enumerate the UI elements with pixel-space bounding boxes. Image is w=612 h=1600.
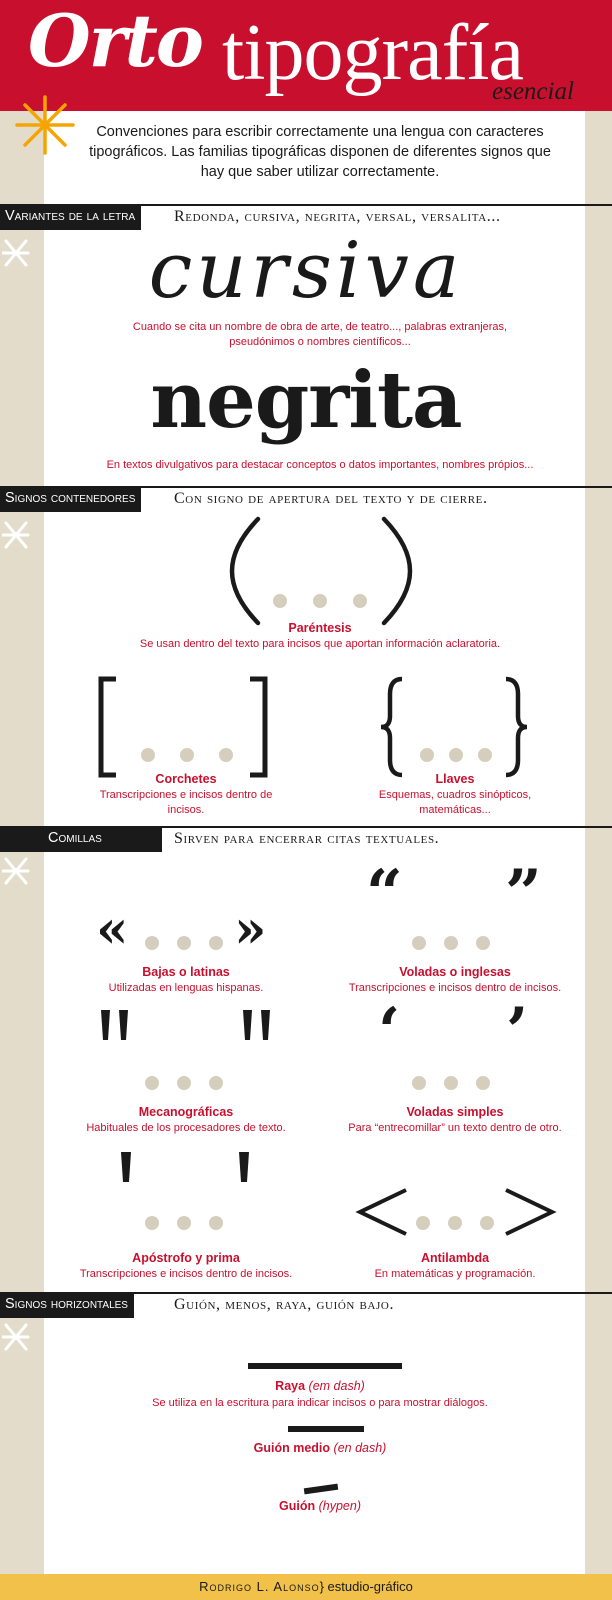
- mecanograficas-description: Habituales de los procesadores de texto.: [86, 1122, 286, 1134]
- ellipsis-dot: [448, 1216, 462, 1230]
- white-asterisk-icon: [2, 856, 32, 886]
- white-asterisk-icon: [2, 520, 32, 550]
- close-bracket-icon: [246, 676, 270, 778]
- intro-text: Convenciones para escribir correctamente una lengua con caracteres tipográficos. Las familias tipográficas disponen de diferentes signos que hay que saber utilizar correctamente.: [89, 124, 551, 180]
- section-label-horizontales: Signos horizontales: [0, 1294, 134, 1318]
- ellipsis-dot: [177, 936, 191, 950]
- bajas-title: Bajas o latinas: [142, 965, 230, 979]
- antilambda-description: En matemáticas y programación.: [374, 1268, 536, 1280]
- parentesis-description: Se usan dentro del texto para incisos que aportan información aclaratoria.: [139, 638, 501, 650]
- bajas-description: Utilizadas en lenguas hispanas.: [108, 982, 264, 994]
- section-desc-contenedores: Con signo de apertura del texto y de cierre.: [174, 490, 488, 507]
- section-label-variantes: Variantes de la letra: [0, 206, 141, 230]
- open-single-quote-icon: ‘: [378, 994, 401, 1069]
- ellipsis-dot: [141, 748, 155, 762]
- open-double-quote-icon: “: [366, 856, 403, 931]
- apostrofo-description: Transcripciones e incisos dentro de incisos.: [79, 1268, 293, 1280]
- section-label-comillas: Comillas: [0, 828, 162, 852]
- ellipsis-dot: [412, 936, 426, 950]
- hyphen-sample: [304, 1484, 339, 1495]
- title-orto: Orto: [28, 0, 202, 83]
- header-banner: [0, 0, 612, 111]
- straight-double-quote-icon: [240, 1008, 274, 1042]
- footer-credit: Rodrigo L. Alonso} estudio-gráfico: [199, 1579, 413, 1594]
- ellipsis-dot: [420, 748, 434, 762]
- corchetes-title: Corchetes: [155, 772, 217, 786]
- llaves-description: Esquemas, cuadros sinópticos, matemáticas...: [378, 789, 532, 816]
- ellipsis-dot: [177, 1216, 191, 1230]
- open-bracket-icon: [96, 676, 120, 778]
- ellipsis-dot: [219, 748, 233, 762]
- negrita-description: En textos divulgativos para destacar conceptos o datos importantes, nombres própios...: [106, 459, 534, 471]
- ellipsis-dot: [209, 1076, 223, 1090]
- simples-title: Voladas simples: [406, 1105, 504, 1119]
- ellipsis-dot: [416, 1216, 430, 1230]
- ellipsis-dot: [145, 1216, 159, 1230]
- ellipsis-dot: [412, 1076, 426, 1090]
- em-dash-sample: [248, 1363, 402, 1369]
- open-guillemet-icon: «: [96, 899, 129, 960]
- ellipsis-dot: [478, 748, 492, 762]
- guion-title: Guión (hypen): [279, 1499, 361, 1513]
- ellipsis-dot: [476, 1076, 490, 1090]
- ellipsis-dot: [273, 594, 287, 608]
- greater-than-icon: [502, 1186, 558, 1238]
- ellipsis-dot: [444, 1076, 458, 1090]
- en-dash-sample: [288, 1426, 364, 1432]
- ellipsis-dot: [353, 594, 367, 608]
- white-asterisk-icon: [2, 1322, 32, 1352]
- antilambda-title: Antilambda: [420, 1251, 490, 1265]
- section-desc-variantes: Redonda, cursiva, negrita, versal, versalita...: [174, 208, 501, 225]
- apostrofo-title: Apóstrofo y prima: [132, 1251, 240, 1265]
- voladas-title: Voladas o inglesas: [399, 965, 511, 979]
- section-label-contenedores: Signos contenedores: [0, 488, 141, 512]
- right-sidebar-band: [585, 111, 612, 1574]
- ellipsis-dot: [313, 594, 327, 608]
- cursiva-sample: cursiva: [148, 226, 464, 316]
- cursiva-description: Cuando se cita un nombre de obra de arte, de teatro..., palabras extranjeras, pseudónimos o nombres científicos...: [132, 321, 508, 348]
- section-desc-horizontales: Guión, menos, raya, guión bajo.: [174, 1296, 395, 1313]
- close-double-quote-icon: ”: [505, 856, 542, 931]
- negrita-sample: negrita: [150, 355, 462, 446]
- ellipsis-dot: [444, 936, 458, 950]
- mecanograficas-title: Mecanográficas: [138, 1105, 234, 1119]
- guion-medio-title: Guión medio (en dash): [253, 1441, 387, 1455]
- simples-description: Para “entrecomillar” un texto dentro de otro.: [348, 1122, 562, 1134]
- prime-icon: [236, 1150, 252, 1184]
- ellipsis-dot: [209, 1216, 223, 1230]
- orange-asterisk-icon: [14, 94, 76, 156]
- open-brace-icon: [378, 676, 406, 778]
- ellipsis-dot: [449, 748, 463, 762]
- close-guillemet-icon: »: [234, 899, 267, 960]
- ellipsis-dot: [480, 1216, 494, 1230]
- title-tipografia: tipografía: [222, 9, 523, 97]
- llaves-title: Llaves: [435, 772, 475, 786]
- section-desc-comillas: Sirven para encerrar citas textuales.: [174, 830, 440, 847]
- corchetes-description: Transcripciones e incisos dentro de incisos.: [99, 789, 273, 816]
- straight-double-quote-icon: [98, 1008, 132, 1042]
- close-parenthesis-icon: [378, 516, 414, 626]
- title-esencial: esencial: [492, 78, 574, 105]
- apostrophe-icon: [118, 1150, 134, 1184]
- ellipsis-dot: [180, 748, 194, 762]
- close-single-quote-icon: ’: [506, 994, 529, 1069]
- ellipsis-dot: [476, 936, 490, 950]
- close-brace-icon: [502, 676, 530, 778]
- raya-title: Raya (em dash): [275, 1379, 365, 1393]
- ellipsis-dot: [145, 936, 159, 950]
- open-parenthesis-icon: [228, 516, 264, 626]
- voladas-description: Transcripciones e incisos dentro de incisos.: [348, 982, 562, 994]
- ellipsis-dot: [145, 1076, 159, 1090]
- ellipsis-dot: [209, 936, 223, 950]
- ellipsis-dot: [177, 1076, 191, 1090]
- less-than-icon: [354, 1186, 410, 1238]
- parentesis-title: Paréntesis: [288, 621, 352, 635]
- raya-description: Se utiliza en la escritura para indicar incisos o para mostrar diálogos.: [152, 1397, 488, 1409]
